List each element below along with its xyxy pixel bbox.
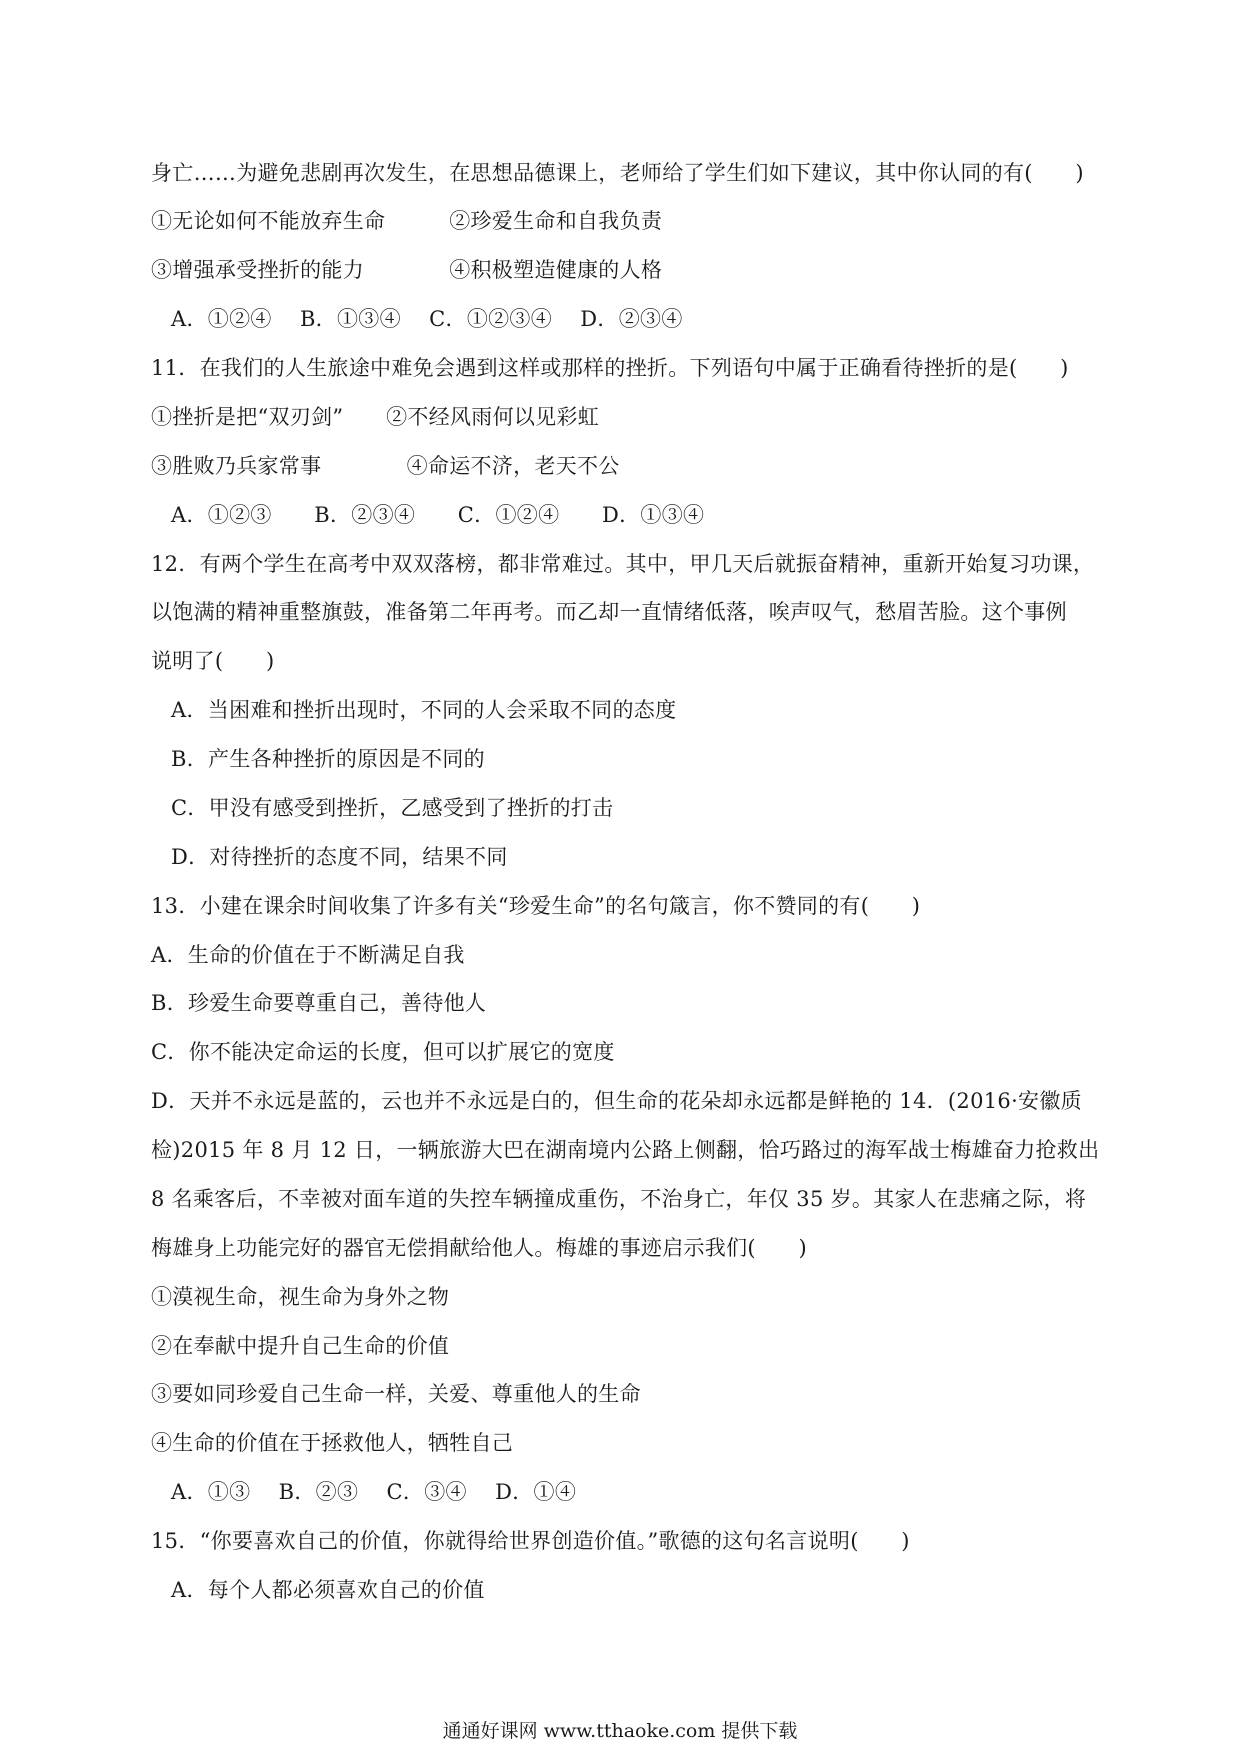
text-line: ③要如同珍爱自己生命一样，关爱、尊重他人的生命 (151, 1382, 641, 1406)
option-c: C．你不能决定命运的长度，但可以扩展它的宽度 (151, 1040, 615, 1064)
option-c: C．甲没有感受到挫折，乙感受到了挫折的打击 (171, 796, 614, 820)
text-line: ③胜败乃兵家常事 ④命运不济，老天不公 (151, 454, 620, 478)
option-a: A．生命的价值在于不断满足自我 (151, 943, 465, 967)
text-line: ①无论如何不能放弃生命 ②珍爱生命和自我负责 (151, 209, 663, 233)
text-line: ④生命的价值在于拯救他人，牺牲自己 (151, 1431, 514, 1455)
text-line: ③增强承受挫折的能力 ④积极塑造健康的人格 (151, 258, 663, 282)
question-12: 12．有两个学生在高考中双双落榜，都非常难过。其中，甲几天后就振奋精神，重新开始复习功课， (151, 552, 1095, 576)
text-line: 身亡……为避免悲剧再次发生，在思想品德课上，老师给了学生们如下建议，其中你认同的有( ) (151, 161, 1084, 185)
text-line: 梅雄身上功能完好的器官无偿捐献给他人。梅雄的事迹启示我们( ) (151, 1236, 807, 1260)
question-15: 15．“你要喜欢自己的价值，你就得给世界创造价值。”歌德的这句名言说明( ) (151, 1529, 910, 1553)
text-line: ②在奉献中提升自己生命的价值 (151, 1334, 450, 1358)
question-11: 11．在我们的人生旅途中难免会遇到这样或那样的挫折。下列语句中属于正确看待挫折的是( ) (151, 356, 1069, 380)
text-line: 8 名乘客后，不幸被对面车道的失控车辆撞成重伤，不治身亡，年仅 35 岁。其家人在悲痛之际，将 (151, 1187, 1087, 1211)
answer-options: A．①③ B．②③ C．③④ D．①④ (171, 1480, 577, 1504)
answer-options: A．①②④ B．①③④ C．①②③④ D．②③④ (171, 307, 683, 331)
question-13: 13．小建在课余时间收集了许多有关“珍爱生命”的名句箴言，你不赞同的有( ) (151, 894, 921, 918)
option-d: D．对待挫折的态度不同，结果不同 (171, 845, 508, 869)
option-d: D．天并不永远是蓝的，云也并不永远是白的，但生命的花朵却永远都是鲜艳的 14．(2016·安徽质 (151, 1089, 1082, 1113)
question-14: 检)2015 年 8 月 12 日，一辆旅游大巴在湖南境内公路上侧翻，恰巧路过的海军战士梅雄奋力抢救出 (151, 1138, 1100, 1162)
option-b: B．产生各种挫折的原因是不同的 (171, 747, 485, 771)
answer-options: A．①②③ B．②③④ C．①②④ D．①③④ (171, 503, 705, 527)
text-line: ①挫折是把“双刃剑” ②不经风雨何以见彩虹 (151, 405, 600, 429)
page-footer: 通通好课网 www.tthaoke.com 提供下载 (442, 1720, 798, 1742)
text-line: ①漠视生命，视生命为身外之物 (151, 1285, 450, 1309)
option-a: A．每个人都必须喜欢自己的价值 (171, 1578, 485, 1602)
text-line: 以饱满的精神重整旗鼓，准备第二年再考。而乙却一直情绪低落，唉声叹气，愁眉苦脸。这个事例 (151, 600, 1067, 624)
option-a: A．当困难和挫折出现时，不同的人会采取不同的态度 (171, 698, 677, 722)
text-line: 说明了( ) (151, 649, 275, 673)
option-b: B．珍爱生命要尊重自己，善待他人 (151, 991, 487, 1015)
